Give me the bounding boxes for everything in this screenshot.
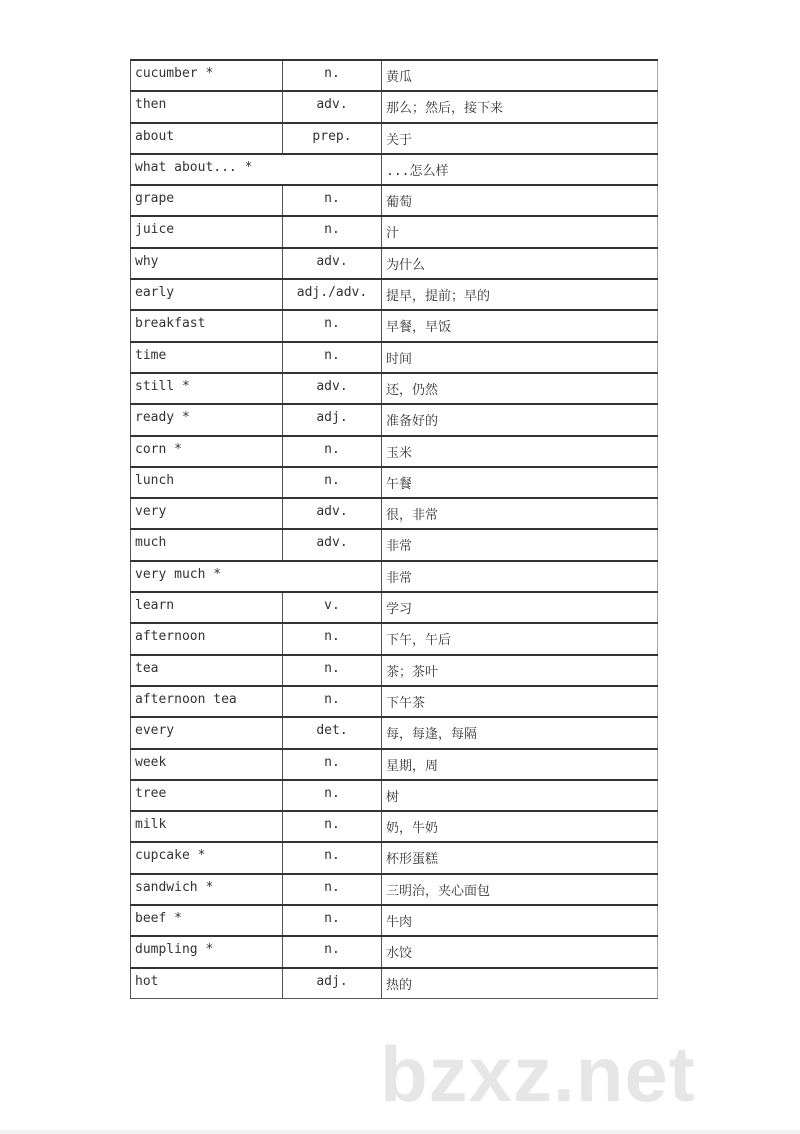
vocab-row — [131, 91, 658, 122]
word-cell: early — [131, 279, 283, 310]
meaning-cell: 那么；然后，接下来 — [382, 91, 658, 122]
word-cell: why — [131, 248, 283, 279]
vocab-row — [131, 279, 658, 310]
part-of-speech-cell: adv. — [283, 373, 382, 404]
vocab-row — [131, 342, 658, 373]
meaning-cell: 下午，午后 — [382, 623, 658, 654]
vocab-row — [131, 655, 658, 686]
part-of-speech-cell: n. — [283, 842, 382, 873]
part-of-speech-cell: v. — [283, 592, 382, 623]
word-cell: tea — [131, 655, 283, 686]
word-cell: every — [131, 717, 283, 748]
vocab-row — [131, 60, 658, 91]
vocab-row — [131, 842, 658, 873]
part-of-speech-cell: n. — [283, 60, 382, 91]
word-cell: very — [131, 498, 283, 529]
meaning-cell: 时间 — [382, 342, 658, 373]
part-of-speech-cell: adv. — [283, 529, 382, 560]
word-cell: dumpling * — [131, 936, 283, 967]
part-of-speech-cell: adv. — [283, 498, 382, 529]
part-of-speech-cell: n. — [283, 185, 382, 216]
part-of-speech-cell: n. — [283, 686, 382, 717]
word-cell: beef * — [131, 905, 283, 936]
meaning-cell: 为什么 — [382, 248, 658, 279]
vocab-row — [131, 968, 658, 999]
meaning-cell: 茶；茶叶 — [382, 655, 658, 686]
vocab-row — [131, 248, 658, 279]
part-of-speech-cell: adj. — [283, 404, 382, 435]
meaning-cell: 准备好的 — [382, 404, 658, 435]
vocab-row — [131, 561, 658, 592]
word-cell: then — [131, 91, 283, 122]
vocab-row — [131, 905, 658, 936]
vocab-row — [131, 373, 658, 404]
part-of-speech-cell: n. — [283, 342, 382, 373]
word-cell: about — [131, 123, 283, 154]
word-cell: grape — [131, 185, 283, 216]
meaning-cell: 黄瓜 — [382, 60, 658, 91]
word-cell: sandwich * — [131, 874, 283, 905]
vocab-row — [131, 123, 658, 154]
meaning-cell: 早餐，早饭 — [382, 310, 658, 341]
vocab-row — [131, 404, 658, 435]
meaning-cell: 三明治，夹心面包 — [382, 874, 658, 905]
word-cell: what about... * — [131, 154, 382, 185]
vocab-row — [131, 592, 658, 623]
word-cell: corn * — [131, 436, 283, 467]
vocab-row — [131, 216, 658, 247]
word-cell: lunch — [131, 467, 283, 498]
vocab-row — [131, 811, 658, 842]
meaning-cell: ...怎么样 — [382, 154, 658, 185]
vocab-row — [131, 498, 658, 529]
meaning-cell: 玉米 — [382, 436, 658, 467]
part-of-speech-cell: n. — [283, 905, 382, 936]
word-cell: hot — [131, 968, 283, 999]
meaning-cell: 关于 — [382, 123, 658, 154]
meaning-cell: 汁 — [382, 216, 658, 247]
part-of-speech-cell: n. — [283, 780, 382, 811]
word-cell: ready * — [131, 404, 283, 435]
word-cell: cucumber * — [131, 60, 283, 91]
meaning-cell: 水饺 — [382, 936, 658, 967]
vocab-row — [131, 185, 658, 216]
watermark: bzxz.net — [380, 1030, 696, 1118]
vocab-row — [131, 717, 658, 748]
word-cell: cupcake * — [131, 842, 283, 873]
meaning-cell: 葡萄 — [382, 185, 658, 216]
vocab-row — [131, 686, 658, 717]
word-cell: milk — [131, 811, 283, 842]
vocab-row — [131, 436, 658, 467]
word-cell: much — [131, 529, 283, 560]
part-of-speech-cell: n. — [283, 749, 382, 780]
part-of-speech-cell: n. — [283, 216, 382, 247]
part-of-speech-cell: n. — [283, 310, 382, 341]
part-of-speech-cell: det. — [283, 717, 382, 748]
meaning-cell: 牛肉 — [382, 905, 658, 936]
part-of-speech-cell: adj./adv. — [283, 279, 382, 310]
part-of-speech-cell: n. — [283, 436, 382, 467]
part-of-speech-cell: n. — [283, 467, 382, 498]
word-cell: juice — [131, 216, 283, 247]
meaning-cell: 非常 — [382, 529, 658, 560]
meaning-cell: 树 — [382, 780, 658, 811]
word-cell: very much * — [131, 561, 382, 592]
meaning-cell: 提早，提前；早的 — [382, 279, 658, 310]
part-of-speech-cell: adj. — [283, 968, 382, 999]
page-bottom-edge — [0, 1130, 800, 1134]
word-cell: still * — [131, 373, 283, 404]
vocab-row — [131, 749, 658, 780]
word-cell: breakfast — [131, 310, 283, 341]
meaning-cell: 很，非常 — [382, 498, 658, 529]
meaning-cell: 学习 — [382, 592, 658, 623]
vocab-row — [131, 310, 658, 341]
meaning-cell: 杯形蛋糕 — [382, 842, 658, 873]
part-of-speech-cell: n. — [283, 874, 382, 905]
word-cell: learn — [131, 592, 283, 623]
vocab-row — [131, 874, 658, 905]
vocab-row — [131, 936, 658, 967]
part-of-speech-cell: prep. — [283, 123, 382, 154]
word-cell: week — [131, 749, 283, 780]
meaning-cell: 星期，周 — [382, 749, 658, 780]
meaning-cell: 非常 — [382, 561, 658, 592]
meaning-cell: 每，每逢，每隔 — [382, 717, 658, 748]
vocab-row — [131, 529, 658, 560]
part-of-speech-cell: n. — [283, 623, 382, 654]
meaning-cell: 午餐 — [382, 467, 658, 498]
part-of-speech-cell: n. — [283, 811, 382, 842]
word-cell: afternoon — [131, 623, 283, 654]
meaning-cell: 热的 — [382, 968, 658, 999]
part-of-speech-cell: adv. — [283, 91, 382, 122]
vocabulary-table — [130, 59, 658, 999]
word-cell: tree — [131, 780, 283, 811]
vocab-row — [131, 780, 658, 811]
part-of-speech-cell: n. — [283, 936, 382, 967]
meaning-cell: 下午茶 — [382, 686, 658, 717]
meaning-cell: 奶，牛奶 — [382, 811, 658, 842]
part-of-speech-cell: n. — [283, 655, 382, 686]
part-of-speech-cell: adv. — [283, 248, 382, 279]
word-cell: time — [131, 342, 283, 373]
meaning-cell: 还，仍然 — [382, 373, 658, 404]
vocab-row — [131, 623, 658, 654]
vocab-row — [131, 154, 658, 185]
vocab-row — [131, 467, 658, 498]
word-cell: afternoon tea — [131, 686, 283, 717]
